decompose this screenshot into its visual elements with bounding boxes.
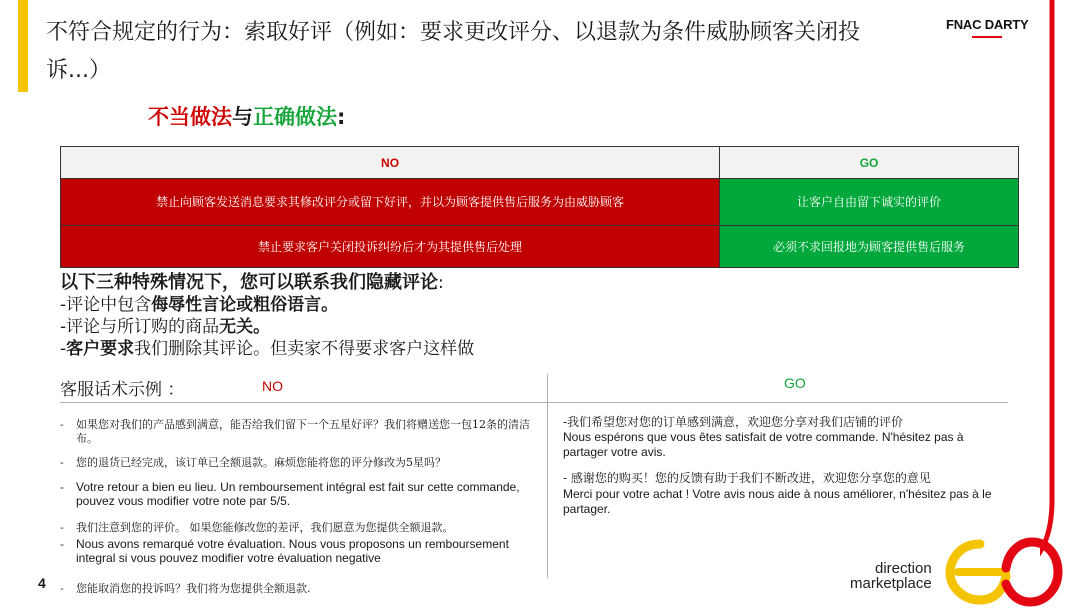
good-practice-cell: 让客户自由留下诚实的评价 xyxy=(720,179,1019,226)
rule-item xyxy=(60,316,474,338)
list-item: -我们希望您对您的订单感到满意，欢迎您分享对我们店铺的评价 xyxy=(563,415,904,429)
list-item: - 如果您对我们的产品感到满意，能否给我们留下一个五星好评？我们将赠送您一包12条的清洁布。 xyxy=(60,418,536,446)
header-no: NO xyxy=(61,147,720,179)
no-example-text: 您能取消您的投诉吗？我们将为您提供全额退款. xyxy=(76,582,311,595)
bad-practice-cell: 禁止向顾客发送消息要求其修改评分或留下好评，并以为顾客提供售后服务为由威胁顾客 xyxy=(61,179,720,226)
rule-text: 我们删除其评论。但卖家不得要求客户这样做 xyxy=(134,339,475,359)
list-item: - 您能取消您的投诉吗？我们将为您提供全额退款. xyxy=(60,582,536,596)
list-item: - Nous avons remarqué votre évaluation. Nous vous proposons un remboursement integral si vous pouvez modifier votre évaluation negative xyxy=(60,537,536,565)
subtitle-bad-practice: 不当做法 xyxy=(148,105,232,129)
infinity-logo-icon xyxy=(944,532,1064,608)
header-go: GO xyxy=(720,147,1019,179)
no-example-text: 您的退货已经完成，该订单已全额退款。麻烦您能将您的评分修改为5星吗？ xyxy=(76,456,446,469)
brand-underline xyxy=(972,36,1002,38)
page-number: 4 xyxy=(38,575,46,591)
subtitle-colon: : xyxy=(337,105,346,129)
rule-text: -评论中包含 xyxy=(60,295,152,315)
rule-item xyxy=(60,294,474,316)
list-item: - 我们注意到您的评价。 如果您能修改您的差评，我们愿意为您提供全额退款。 xyxy=(60,521,536,535)
rule-emphasis: 无关。 xyxy=(219,317,271,337)
examples-column-divider xyxy=(547,374,548,578)
examples-divider xyxy=(60,402,1008,403)
no-example-text: 如果您对我们的产品感到满意，能否给我们留下一个五星好评？我们将赠送您一包12条的清洁布。 xyxy=(76,418,530,445)
list-item: - 您的退货已经完成，该订单已全额退款。麻烦您能将您的评分修改为5星吗？ xyxy=(60,456,536,470)
rules-heading-text: 以下三种特殊情况下，您可以联系我们隐藏评论 xyxy=(60,272,438,293)
rules-heading xyxy=(60,272,474,294)
comparison-table xyxy=(60,146,1019,268)
no-example-text: Nous avons remarqué votre évaluation. Nous vous proposons un remboursement integral si vous pouvez modifier votre évaluation negative xyxy=(76,537,509,565)
examples-go-label: GO xyxy=(784,375,806,391)
list-item: - Votre retour a bien eu lieu. Un remboursement intégral est fait sur cette commande, pouvez vous modifier votre note par 5/5. xyxy=(60,480,536,508)
rule-emphasis: 侮辱性言论或粗俗语言。 xyxy=(151,295,339,315)
examples-label: 客服话术示例 ： xyxy=(60,380,185,400)
accent-bar xyxy=(18,0,28,92)
good-practice-cell: 必须不求回报地为顾客提供售后服务 xyxy=(720,226,1019,268)
rule-text: -评论与所订购的商品 xyxy=(60,317,220,337)
no-example-text: 我们注意到您的评价。 如果您能修改您的差评，我们愿意为您提供全额退款。 xyxy=(76,521,454,534)
subtitle-and: 与 xyxy=(232,105,253,129)
rule-emphasis: 客户要求 xyxy=(66,339,135,359)
slide-title: 不符合规定的行为：索取好评（例如：要求更改评分、以退款为条件威胁顾客关闭投诉...） xyxy=(46,20,861,83)
rule-text: - xyxy=(60,339,67,359)
rules-heading-colon: : xyxy=(438,273,444,293)
rule-item xyxy=(60,338,474,360)
decorative-red-line xyxy=(1040,0,1080,608)
fnac-darty-logo: FNAC DARTY xyxy=(946,17,1029,32)
logo-line: marketplace xyxy=(850,575,932,592)
list-item: - 感谢您的购买！您的反馈有助于我们不断改进，欢迎您分享您的意见 xyxy=(563,471,931,485)
list-item: Nous espérons que vous êtes satisfait de votre commande. N'hésitez pas à partager votre avis. xyxy=(563,430,964,459)
logo-line: direction xyxy=(875,560,932,577)
table-header-row xyxy=(61,147,1019,179)
table-row xyxy=(61,226,1019,268)
table-row xyxy=(61,179,1019,226)
direction-marketplace-logo xyxy=(850,561,932,591)
examples-no-label: NO xyxy=(262,378,283,394)
practice-subtitle xyxy=(148,101,345,131)
no-example-text: Votre retour a bien eu lieu. Un remboursement intégral est fait sur cette commande, pouvez vous modifier votre note par 5/5. xyxy=(76,480,520,508)
subtitle-good-practice: 正确做法 xyxy=(253,105,337,129)
list-item: Merci pour votre achat ! Votre avis nous aide à nous améliorer, n'hésitez pas à le partager. xyxy=(563,487,992,516)
bad-practice-cell: 禁止要求客户关闭投诉纠纷后才为其提供售后处理 xyxy=(61,226,720,268)
hide-review-rules xyxy=(60,272,474,360)
